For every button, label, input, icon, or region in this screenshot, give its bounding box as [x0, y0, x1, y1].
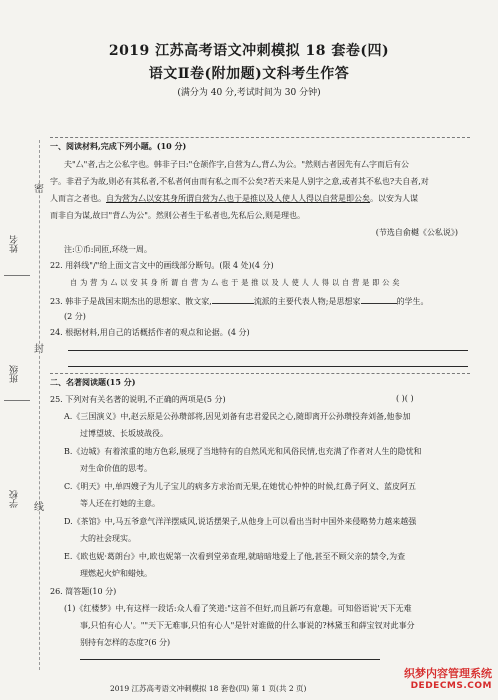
- question-26: 26. 简答题(10 分): [50, 587, 117, 596]
- passage-line-4: 而非自为谋,故曰"背厶为公"。然则公者生于私者也,先私后公,则是理也。: [50, 211, 305, 220]
- option-d-line-2: 大的社会现实。: [80, 534, 136, 543]
- passage-line-3-post: 。以安为人谋: [370, 194, 418, 203]
- class-fill-line: [4, 400, 30, 401]
- name-label: 姓名: [10, 235, 20, 253]
- q23-blank-1[interactable]: [212, 295, 254, 304]
- answer-line-24-1[interactable]: [68, 350, 468, 351]
- option-c-line-2: 等人还在打她的主意。: [80, 499, 160, 508]
- question-26-1-line-2: 事,只怕有心人'。""天下无难事,只怕有心人"是针对谁做的什么事说的?林黛玉和薛宝钗对此事分: [80, 621, 415, 630]
- seal-char-mi: 密: [34, 184, 44, 195]
- watermark-url: DEDECMS.COM: [410, 681, 492, 691]
- page-footer: 2019 江苏高考语文冲刺模拟 18 套卷(四) 第 1 页(共 2 页): [110, 684, 307, 693]
- question-24: 24. 根据材料,用自己的话概括作者的观点和论据。(4 分): [50, 328, 250, 337]
- option-e-line-2: 理燃起火炉和蜡烛。: [80, 569, 152, 578]
- question-23-part-c: 的学生。: [396, 297, 429, 306]
- option-a-line-2: 过博望坡、长坂坡战役。: [80, 429, 168, 438]
- exam-subtitle: 语文Ⅱ卷(附加题)文科考生作答: [148, 66, 350, 82]
- exam-title: 2019 江苏高考语文冲刺模拟 18 套卷(四): [108, 43, 390, 59]
- seal-char-xian: 线: [34, 502, 44, 513]
- option-a-line-1: A.《三国演义》中,赵云原是公孙瓒部将,因见刘备有忠君爱民之心,随即离开公孙瓒投奔刘备,他参加: [64, 412, 411, 421]
- question-23-score: (2 分): [64, 312, 86, 321]
- question-23: [50, 295, 429, 307]
- class-label: 班级: [10, 365, 20, 383]
- passage-line-3: [50, 193, 418, 204]
- answer-line-26-1[interactable]: [80, 659, 380, 660]
- section2-heading: 二、名著阅读题(15 分): [50, 377, 136, 387]
- seal-char-feng: 封: [34, 344, 44, 355]
- section1-divider: [50, 137, 470, 138]
- name-fill-line: [4, 275, 30, 276]
- option-b-line-2: 对生命价值的思考。: [80, 464, 152, 473]
- exam-score-note: (满分为 40 分,考试时间为 30 分钟): [177, 88, 321, 98]
- section2-divider: [50, 373, 470, 374]
- option-c-line-1: C.《明天》中,单四嫂子为儿子宝儿的病多方求治而无果,在她忧心忡忡的时候,红鼻子阿义、蓝皮阿五: [64, 482, 417, 491]
- passage-source: (节选自俞樾《公私说》): [375, 228, 458, 237]
- section1-heading: 一、阅读材料,完成下列小题。(10 分): [50, 141, 187, 151]
- passage-line-1: 夫"厶"者,古之公私字也。韩非子曰:"仓颉作字,自营为厶,背厶为公。"然则古者因先有厶字而后有公: [64, 160, 410, 169]
- question-23-part-b: 流派的主要代表人物;是思想家: [253, 297, 361, 306]
- passage-note: 注:①币:同匝,环绕一周。: [64, 245, 152, 254]
- passage-line-2-main: 字。非君子为故,则必有其私者,不私者何由而有私之而不公矣?若天来是人别字之意,或者其不私也?: [50, 177, 395, 186]
- answer-line-24-2[interactable]: [68, 366, 468, 367]
- option-d-line-1: D.《茶馆》中,马五爷意气洋洋摆威风,说话摆架子,从他身上可以看出当时中国外来侵略势力越来越强: [64, 517, 417, 526]
- passage-line-2-tail: 夫自者,对: [394, 177, 429, 186]
- passage-line-3-pre: 人而言之者也。: [50, 194, 106, 203]
- question-26-1-line-3: 别持有怎样的态度?(6 分): [80, 638, 171, 647]
- passage-line-2: [50, 176, 429, 187]
- school-label: 学校: [10, 490, 20, 508]
- question-25-answer-brackets[interactable]: ( )( ): [396, 394, 414, 403]
- option-b-line-1: B.《边城》有着浓重的地方色彩,展现了当地特有的自然风光和风俗民情,也充满了作者对人生的隐忧和: [64, 447, 422, 456]
- option-e-line-1: E.《欧也妮·葛朗台》中,欧也妮第一次看到堂弟查理,就暗暗地爱上了他,甚至不顾父亲的禁令,为查: [64, 552, 406, 561]
- question-22: 22. 用斜线"/"给上面文言文中的画线部分断句。(限 4 处)(4 分): [50, 261, 274, 270]
- question-22-copy-line[interactable]: 自 为 营 为 厶 以 安 其 身 所 谓 自 营 为 厶 也 于 是 推 以 及 人 使 人 人 得 以 自 营 是 即 公 矣: [70, 278, 400, 287]
- question-26-1-line-1: (1)《红楼梦》中,有这样一段话:众人看了笑道:"这首不但好,而且新巧有意趣。可知俗语说'天下无难: [64, 604, 412, 613]
- question-23-part-a: 23. 韩非子是战国末期杰出的思想家、散文家,: [50, 297, 212, 306]
- passage-underlined-segment: 自为营为厶以安其身所谓自营为厶也于是推以及人使人人得以自营是即公矣: [106, 194, 370, 203]
- q23-blank-2[interactable]: [361, 295, 397, 304]
- question-25: 25. 下列对有关名著的说明,不正确的两项是(5 分): [50, 395, 226, 404]
- binding-dashed-line: [39, 140, 40, 670]
- watermark-title: 织梦内容管理系统: [404, 667, 492, 680]
